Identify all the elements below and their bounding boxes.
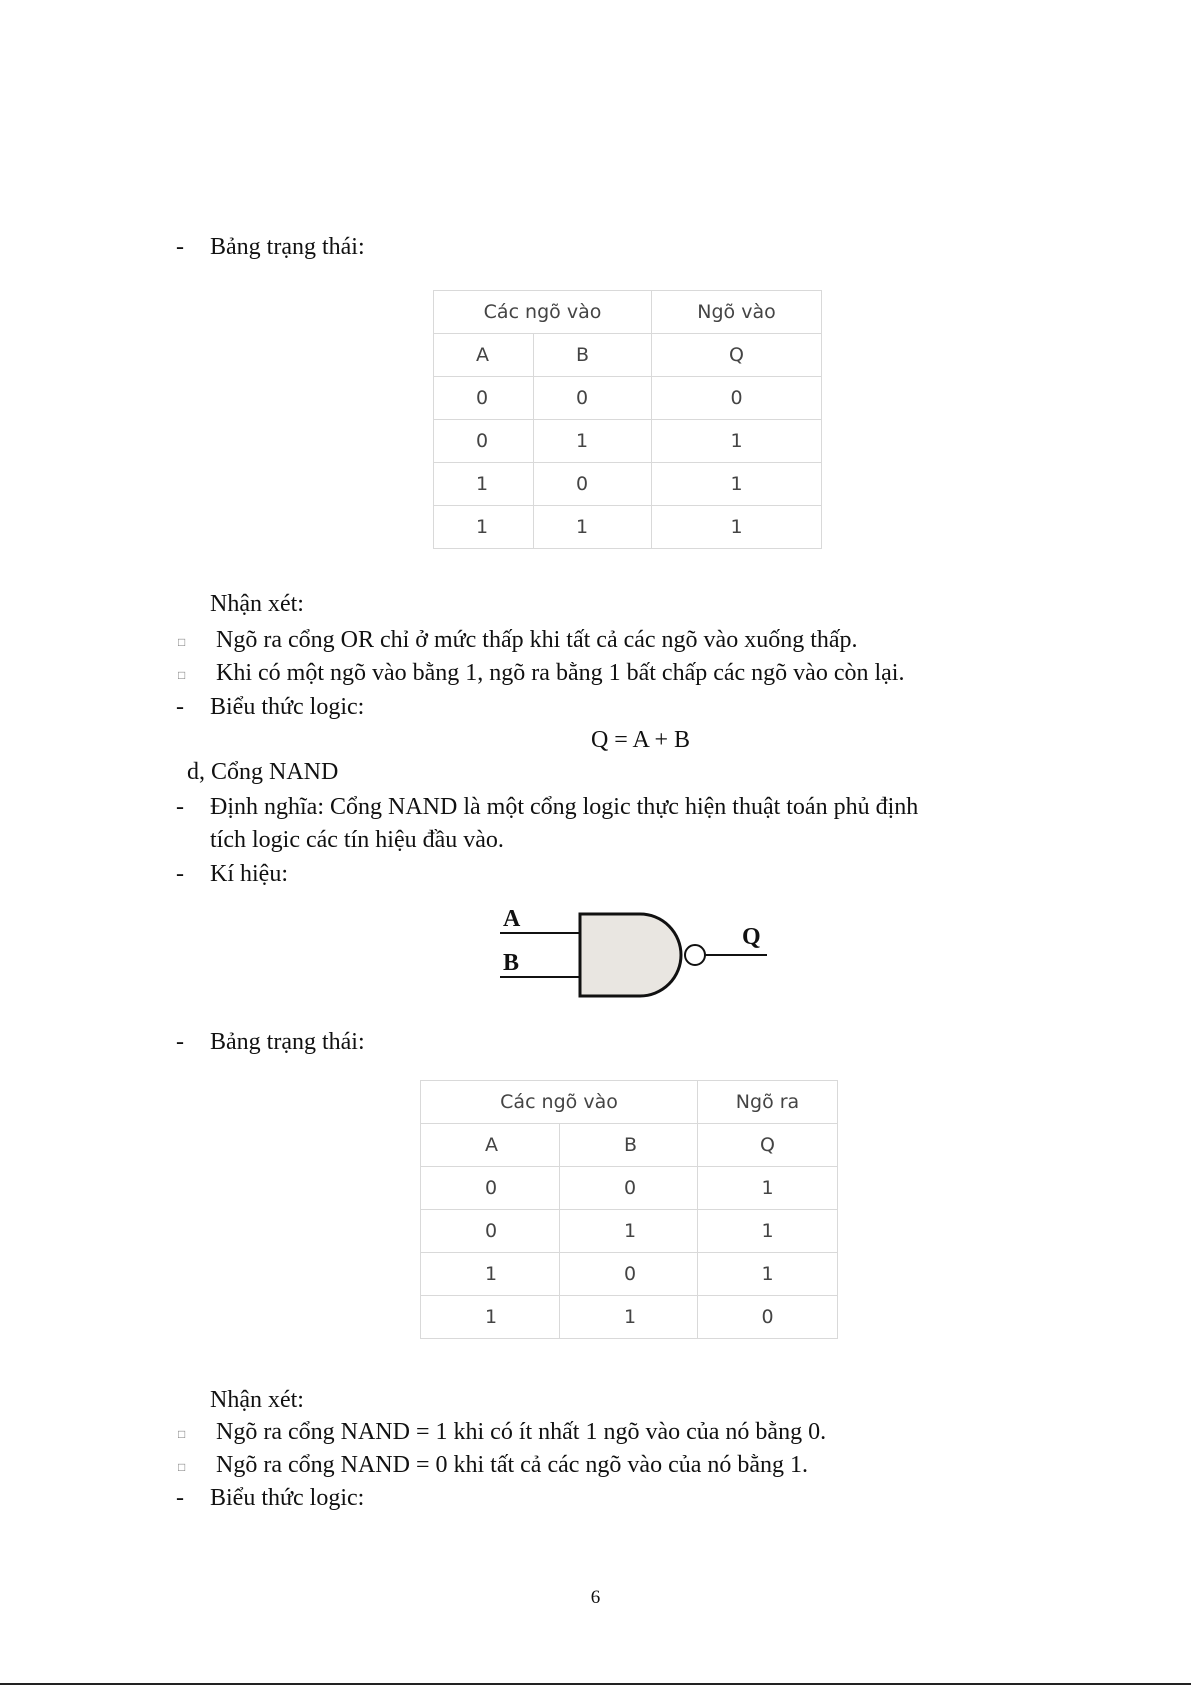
nand-heading: d, Cổng NAND: [187, 759, 339, 785]
table-row: [434, 506, 822, 549]
table-header-row: [434, 291, 822, 334]
cell-q: 1: [652, 506, 822, 549]
col-q-header: Q: [652, 334, 822, 377]
cell-q: 1: [652, 420, 822, 463]
checkbox-bullet-icon: □: [178, 1427, 186, 1441]
table-row: [421, 1167, 838, 1210]
nand-symbol-label: Kí hiệu:: [210, 861, 288, 887]
col-a-header: A: [421, 1124, 560, 1167]
or-truth-table: [433, 290, 822, 549]
cell-b: 1: [560, 1210, 698, 1253]
header-output: Ngõ vào: [652, 291, 822, 334]
cell-b: 0: [560, 1253, 698, 1296]
cell-q: 0: [652, 377, 822, 420]
cell-a: 1: [434, 463, 534, 506]
nand-expression-label: Biểu thức logic:: [210, 1485, 365, 1511]
or-remark-title: Nhận xét:: [210, 591, 304, 617]
cell-q: 1: [652, 463, 822, 506]
cell-b: 0: [534, 377, 652, 420]
cell-q: 0: [698, 1296, 838, 1339]
col-a-header: A: [434, 334, 534, 377]
col-b-header: B: [534, 334, 652, 377]
nand-truth-table-label: Bảng trạng thái:: [210, 1029, 365, 1055]
cell-a: 1: [421, 1253, 560, 1296]
header-inputs: Các ngõ vào: [421, 1081, 698, 1124]
nand-remark-title: Nhận xét:: [210, 1387, 304, 1413]
table-row: [421, 1253, 838, 1296]
cell-a: 0: [421, 1167, 560, 1210]
col-q-header: Q: [698, 1124, 838, 1167]
list-dash: -: [176, 861, 184, 887]
cell-b: 0: [560, 1167, 698, 1210]
cell-b: 1: [560, 1296, 698, 1339]
cell-a: 0: [434, 377, 534, 420]
cell-a: 0: [421, 1210, 560, 1253]
header-output: Ngõ ra: [698, 1081, 838, 1124]
nand-remark-1: Ngõ ra cổng NAND = 1 khi có ít nhất 1 ngõ vào của nó bằng 0.: [216, 1419, 827, 1445]
cell-a: 1: [434, 506, 534, 549]
cell-q: 1: [698, 1167, 838, 1210]
nand-definition-line-2: tích logic các tín hiệu đầu vào.: [210, 827, 504, 853]
output-q-label: Q: [742, 924, 761, 950]
or-truth-table-label: Bảng trạng thái:: [210, 234, 365, 260]
inverter-bubble: [685, 945, 705, 965]
table-row: [421, 1210, 838, 1253]
checkbox-bullet-icon: □: [178, 668, 186, 682]
nand-truth-table: [420, 1080, 838, 1339]
list-dash: -: [176, 1485, 184, 1511]
nand-gate-symbol: [495, 900, 775, 1005]
or-expression-label: Biểu thức logic:: [210, 694, 365, 720]
checkbox-bullet-icon: □: [178, 635, 186, 649]
table-row: [434, 334, 822, 377]
list-dash: -: [176, 234, 184, 260]
cell-b: 0: [534, 463, 652, 506]
cell-q: 1: [698, 1210, 838, 1253]
or-remark-1: Ngõ ra cổng OR chỉ ở mức thấp khi tất cả các ngõ vào xuống thấp.: [216, 627, 858, 653]
table-row: [421, 1124, 838, 1167]
nand-definition-line-1: Định nghĩa: Cổng NAND là một cổng logic thực hiện thuật toán phủ định: [210, 794, 919, 820]
header-inputs: Các ngõ vào: [434, 291, 652, 334]
input-a-label: A: [503, 906, 521, 932]
input-b-label: B: [503, 950, 520, 976]
cell-q: 1: [698, 1253, 838, 1296]
nand-remark-2: Ngõ ra cổng NAND = 0 khi tất cả các ngõ vào của nó bằng 1.: [216, 1452, 809, 1478]
checkbox-bullet-icon: □: [178, 1460, 186, 1474]
cell-b: 1: [534, 506, 652, 549]
or-expression: Q = A + B: [590, 727, 691, 753]
table-row: [434, 463, 822, 506]
table-header-row: [421, 1081, 838, 1124]
table-row: [434, 377, 822, 420]
list-dash: -: [176, 694, 184, 720]
cell-a: 1: [421, 1296, 560, 1339]
cell-b: 1: [534, 420, 652, 463]
list-dash: -: [176, 794, 184, 820]
list-dash: -: [176, 1029, 184, 1055]
table-row: [421, 1296, 838, 1339]
page-number: 6: [590, 1587, 601, 1608]
col-b-header: B: [560, 1124, 698, 1167]
cell-a: 0: [434, 420, 534, 463]
nand-gate-body: [580, 914, 681, 996]
or-remark-2: Khi có một ngõ vào bằng 1, ngõ ra bằng 1 bất chấp các ngõ vào còn lại.: [216, 660, 905, 686]
table-row: [434, 420, 822, 463]
